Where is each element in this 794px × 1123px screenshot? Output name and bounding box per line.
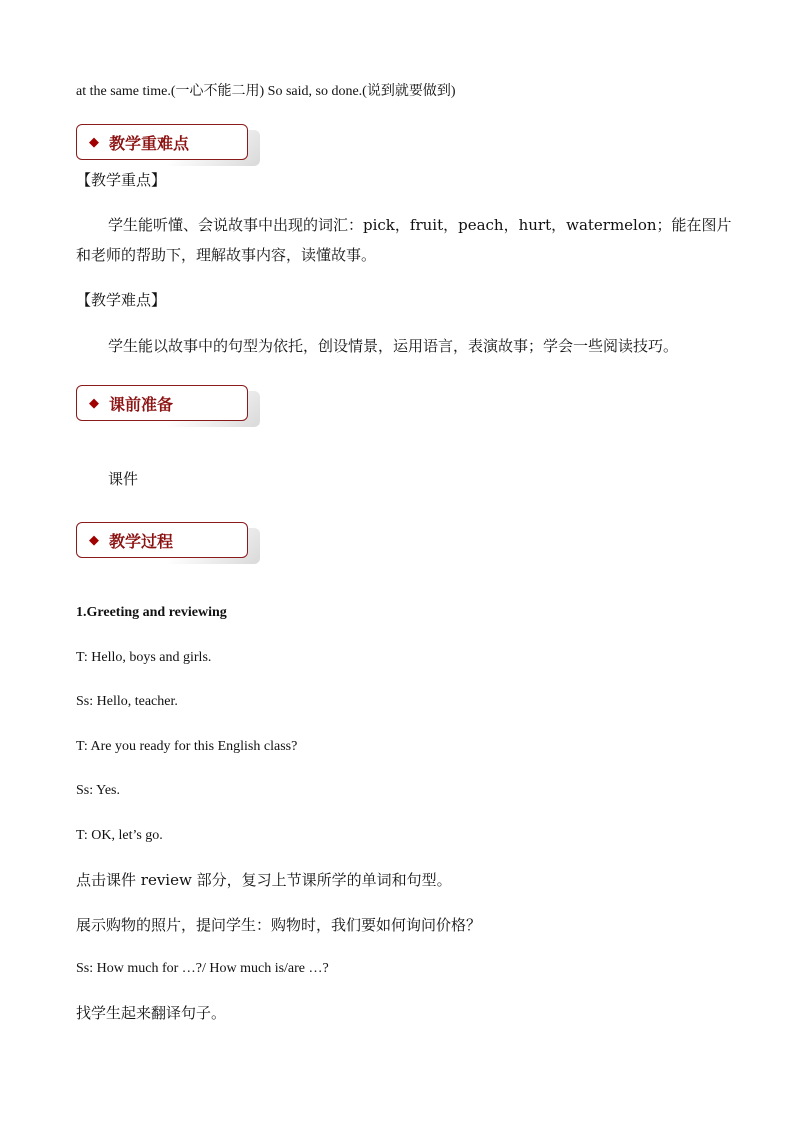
heading-box xyxy=(76,124,248,160)
difficulty-text: 学生能以故事中的句型为依托，创设情景，运用语言，表演故事；学会一些阅读技巧。 xyxy=(108,337,679,355)
section-heading-preparation xyxy=(76,385,262,431)
dialogue-line: Ss: Yes. xyxy=(76,783,120,798)
focus-text-2: 和老师的帮助下，理解故事内容，读懂故事。 xyxy=(76,246,377,264)
diamond-icon: ◆ xyxy=(89,134,99,150)
dialogue-line: T: Hello, boys and girls. xyxy=(76,650,212,665)
focus-label: 【教学重点】 xyxy=(76,171,167,189)
heading-title: 教学重难点 xyxy=(109,133,190,153)
heading-title: 教学过程 xyxy=(109,531,174,551)
dialogue-line: T: OK, let’s go. xyxy=(76,828,163,843)
diamond-icon: ◆ xyxy=(89,395,99,411)
heading-box xyxy=(76,385,248,421)
dialogue-line: Ss: How much for …?/ How much is/are …? xyxy=(76,961,329,976)
focus-text-1: 学生能听懂、会说故事中出现的词汇：pick，fruit，peach，hurt，watermelon；能在图片 xyxy=(108,216,732,234)
section-heading-process xyxy=(76,522,262,568)
heading-box xyxy=(76,522,248,558)
dialogue-line: Ss: Hello, teacher. xyxy=(76,694,178,709)
dialogue-line: T: Are you ready for this English class? xyxy=(76,739,298,754)
instruction-line: 展示购物的照片，提问学生：购物时，我们要如何询问价格？ xyxy=(76,916,482,934)
instruction-line: 点击课件 review 部分，复习上节课所学的单词和句型。 xyxy=(76,871,452,889)
difficulty-label: 【教学难点】 xyxy=(76,291,167,309)
step-title: 1.Greeting and reviewing xyxy=(76,605,227,620)
instruction-line: 找学生起来翻译句子。 xyxy=(76,1004,227,1022)
diamond-icon: ◆ xyxy=(89,532,99,548)
intro-line: at the same time.(一心不能二用) So said, so done.(说到就要做到) xyxy=(76,84,456,99)
heading-title: 课前准备 xyxy=(109,394,174,414)
preparation-text: 课件 xyxy=(108,470,139,488)
section-heading-key-points xyxy=(76,124,262,170)
